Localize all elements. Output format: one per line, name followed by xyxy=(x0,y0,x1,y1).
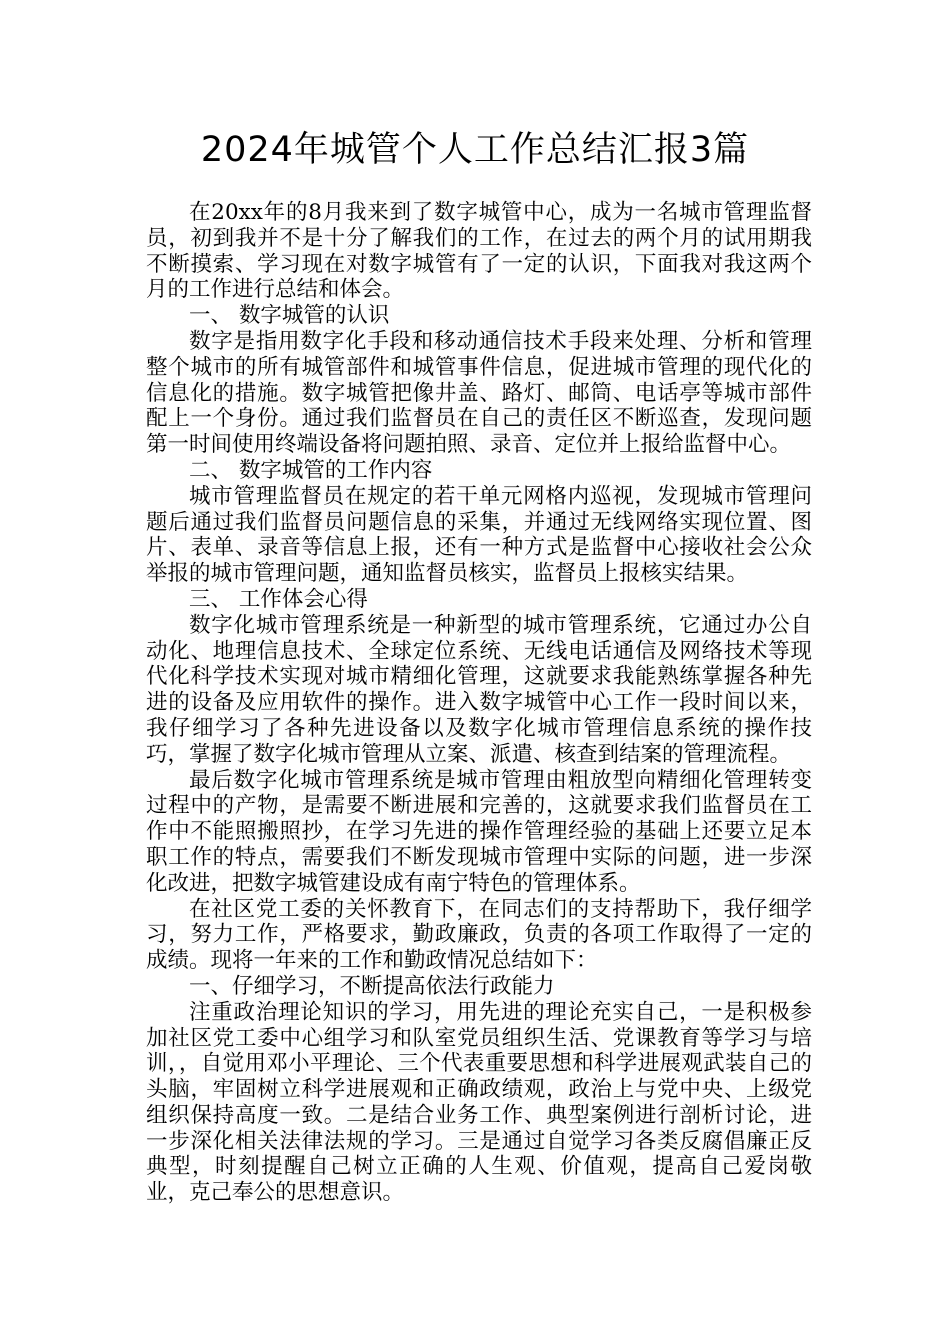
paragraph: 最后数字化城市管理系统是城市管理由粗放型向精细化管理转变过程中的产物，是需要不断进展和完善的，这就要求我们监督员在工作中不能照搬照抄，在学习先进的操作管理经验的基础上还要立足本职工作的特点，需要我们不断发现城市管理中实际的问题，进一步深化改进，把数字城管建设成有南宁特色的管理体系。 xyxy=(146,767,812,896)
paragraph: 数字是指用数字化手段和移动通信技术手段来处理、分析和管理整个城市的所有城管部件和城管事件信息，促进城市管理的现代化的信息化的措施。数字城管把像井盖、路灯、邮筒、电话亭等城市部件配上一个身份。通过我们监督员在自己的责任区不断巡查，发现问题第一时间使用终端设备将问题拍照、录音、定位并上报给监督中心。 xyxy=(146,328,812,458)
paragraph: 城市管理监督员在规定的若干单元网格内巡视，发现城市管理问题后通过我们监督员问题信息的采集，并通过无线网络实现位置、图片、表单、录音等信息上报，还有一种方式是监督中心接收社会公众举报的城市管理问题，通知监督员核实，监督员上报核实结果。 xyxy=(146,483,812,587)
section-heading: 一、 数字城管的认识 xyxy=(189,303,390,329)
paragraph: 在20xx年的8月我来到了数字城管中心，成为一名城市管理监督员，初到我并不是十分了解我们的工作，在过去的两个月的试用期我不断摸索、学习现在对数字城管有了一定的认识，下面我对我这两个月的工作进行总结和体会。 xyxy=(146,200,812,303)
paragraph: 注重政治理论知识的学习，用先进的理论充实自己，一是积极参加社区党工委中心组学习和队室党员组织生活、党课教育等学习与培训，，自觉用邓小平理论、三个代表重要思想和科学进展观武装自己的头脑，牢固树立科学进展观和正确政绩观，政治上与党中央、上级党组织保持高度一致。二是结合业务工作、典型案例进行剖析讨论，进一步深化相关法律法规的学习。三是通过自觉学习各类反腐倡廉正反典型，时刻提醒自己树立正确的人生观、价值观，提高自己爱岗敬业，克己奉公的思想意识。 xyxy=(146,999,812,1206)
section-heading: 一、仔细学习，不断提高依法行政能力 xyxy=(189,973,555,999)
document-body xyxy=(146,200,812,1206)
section-heading: 二、 数字城管的工作内容 xyxy=(189,457,433,483)
document-title: 2024年城管个人工作总结汇报3篇 xyxy=(200,130,750,170)
paragraph: 数字化城市管理系统是一种新型的城市管理系统，它通过办公自动化、地理信息技术、全球定位系统、无线电话通信及网络技术等现代化科学技术实现对城市精细化管理，这就要求我能熟练掌握各种先进的设备及应用软件的操作。进入数字城管中心工作一段时间以来，我仔细学习了各种先进设备以及数字化城市管理信息系统的操作技巧，掌握了数字化城市管理从立案、派遣、核查到结案的管理流程。 xyxy=(146,612,812,767)
section-heading: 三、 工作体会心得 xyxy=(189,586,368,612)
paragraph: 在社区党工委的关怀教育下，在同志们的支持帮助下，我仔细学习，努力工作，严格要求，勤政廉政，负责的各项工作取得了一定的成绩。现将一年来的工作和勤政情况总结如下： xyxy=(146,896,812,974)
